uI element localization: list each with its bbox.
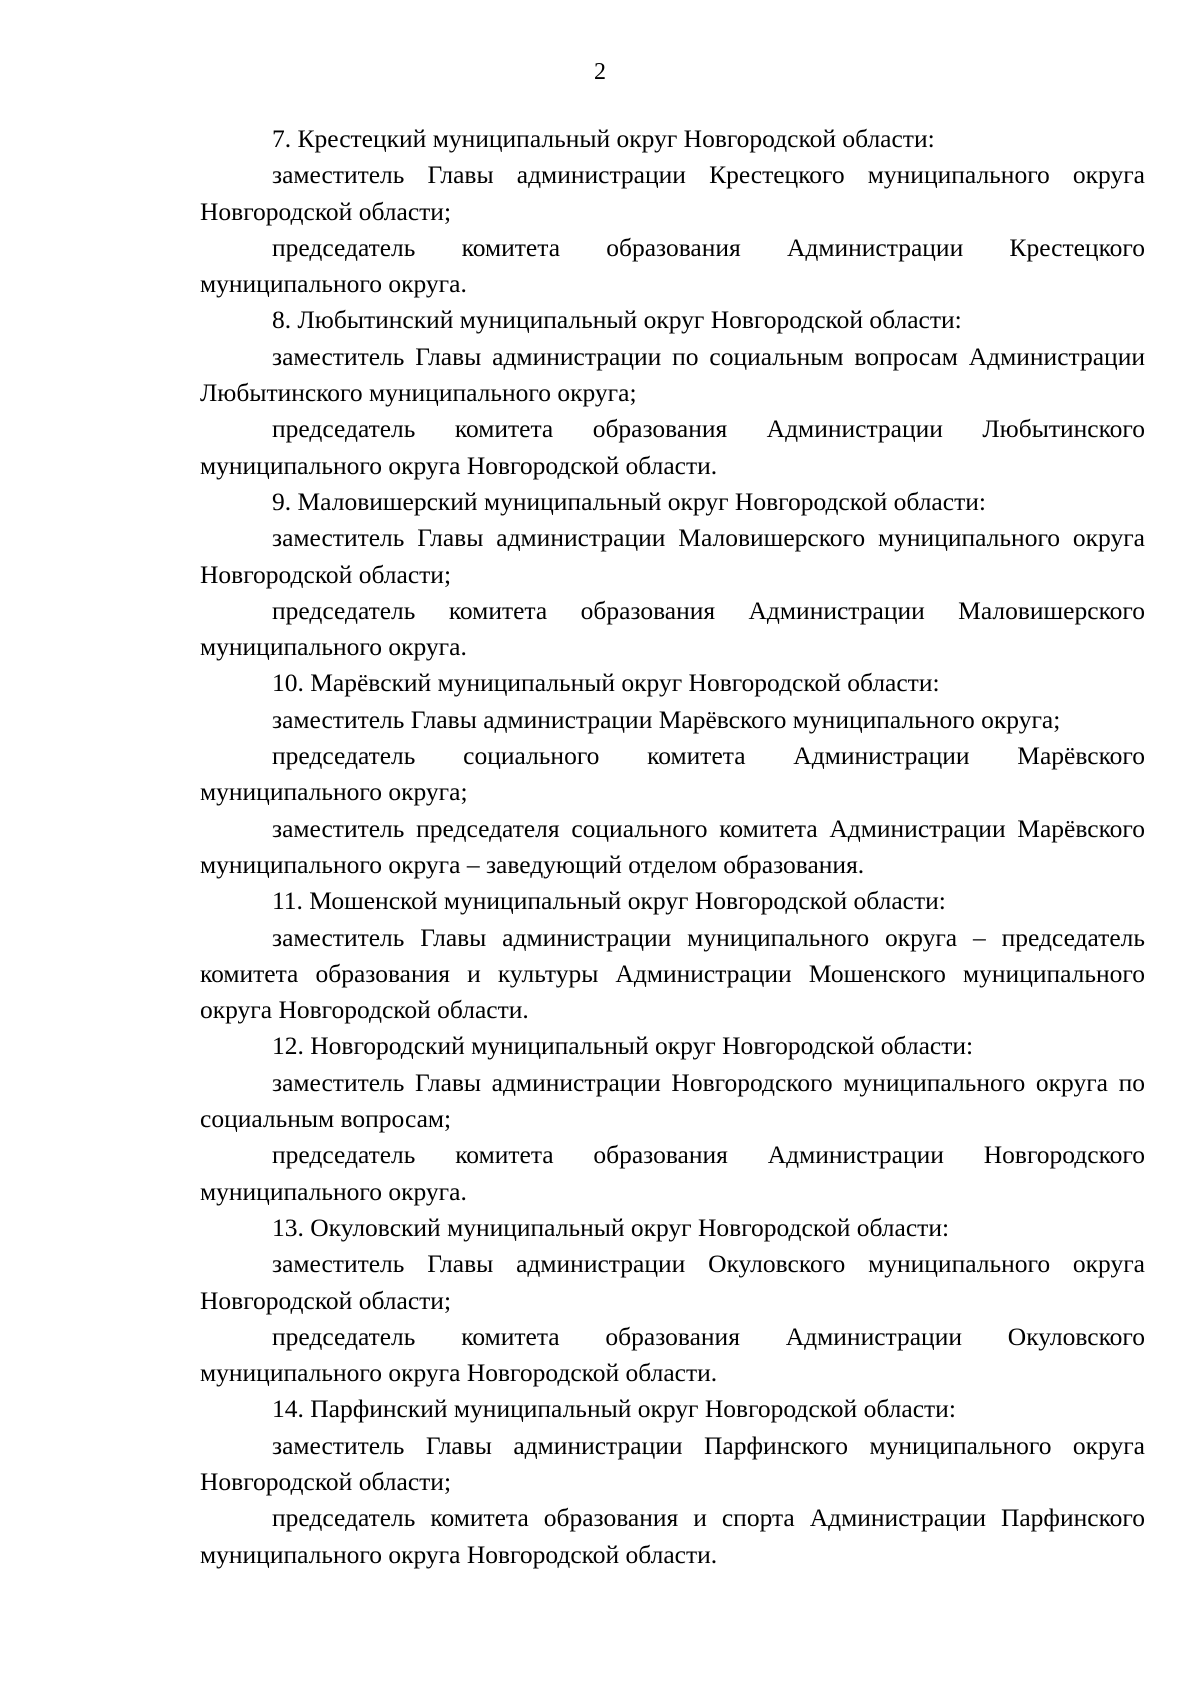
list-item: заместитель Главы администрации Новгородского муниципального округа по социальным вопросам;	[200, 1067, 1145, 1134]
section-heading-10: 10. Марёвский муниципальный округ Новгородской области:	[272, 668, 940, 698]
list-item: председатель комитета образования Администрации Крестецкого муниципального округа.	[200, 232, 1145, 299]
list-item: председатель комитета образования и спорта Администрации Парфинского муниципального округа Новгородской области.	[200, 1503, 1145, 1569]
page-number: 2	[594, 59, 606, 85]
list-item: председатель комитета образования Администрации Любытинского муниципального округа Новгородской области.	[200, 414, 1145, 480]
section-heading-11: 11. Мошенской муниципальный округ Новгородской области:	[272, 886, 946, 916]
list-item: председатель комитета образования Администрации Новгородского муниципального округа.	[200, 1140, 1145, 1206]
list-item: заместитель Главы администрации по социальным вопросам Администрации Любытинского муниципального округа;	[200, 341, 1145, 408]
document-body	[200, 121, 1145, 1573]
list-item: заместитель Главы администрации Марёвского муниципального округа;	[272, 704, 1061, 734]
list-item: председатель комитета образования Администрации Окуловского муниципального округа Новгородской области.	[200, 1321, 1145, 1388]
list-item: заместитель Главы администрации Маловишерского муниципального округа Новгородской области;	[200, 523, 1145, 589]
list-item: заместитель Главы администрации Крестецкого муниципального округа Новгородской области;	[200, 160, 1145, 226]
section-heading-9: 9. Маловишерский муниципальный округ Новгородской области:	[272, 486, 986, 516]
section-heading-7: 7. Крестецкий муниципальный округ Новгородской области:	[272, 124, 935, 153]
section-heading-14: 14. Парфинский муниципальный округ Новгородской области:	[272, 1394, 956, 1424]
list-item: заместитель Главы администрации Парфинского муниципального округа Новгородской области;	[200, 1430, 1145, 1496]
list-item: председатель комитета образования Администрации Маловишерского муниципального округа.	[200, 595, 1145, 662]
section-heading-8: 8. Любытинский муниципальный округ Новгородской области:	[272, 305, 962, 335]
section-heading-13: 13. Окуловский муниципальный округ Новгородской области:	[272, 1212, 950, 1242]
list-item: председатель социального комитета Администрации Марёвского муниципального округа;	[200, 741, 1145, 807]
list-item: заместитель председателя социального комитета Администрации Марёвского муниципального округа – заведующий отделом образования.	[200, 813, 1145, 879]
section-heading-12: 12. Новгородский муниципальный округ Новгородской области:	[272, 1031, 974, 1061]
list-item: заместитель Главы администрации Окуловского муниципального округа Новгородской области;	[200, 1249, 1145, 1315]
list-item: заместитель Главы администрации муниципального округа – председатель комитета образования и культуры Администрации Мошенского муниципального округа Новгородской области.	[200, 922, 1145, 1025]
